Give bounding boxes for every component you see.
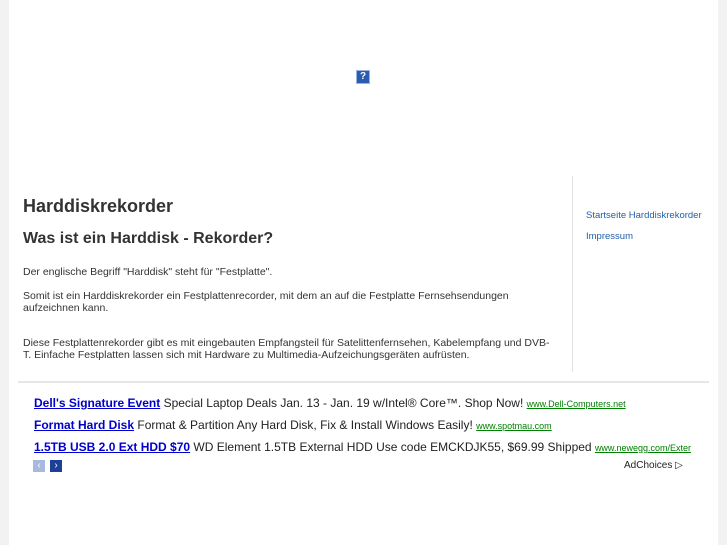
ad-title-link[interactable]: Dell's Signature Event	[34, 396, 161, 410]
ad-row	[34, 396, 626, 410]
ad-prev-button[interactable]: ‹	[33, 460, 45, 472]
page-subtitle: Was ist ein Harddisk - Rekorder?	[23, 230, 274, 247]
sidebar-link-startseite[interactable]: Startseite Harddiskrekorder	[586, 210, 702, 221]
adchoices-icon: ▷	[675, 460, 683, 471]
ad-url-link[interactable]: www.spotmau.com	[476, 421, 552, 431]
ad-text: Format & Partition Any Hard Disk, Fix & Install Windows Easily!	[137, 418, 473, 432]
ad-next-button[interactable]: ›	[50, 460, 62, 472]
adchoices-link[interactable]	[624, 460, 683, 471]
ad-separator	[18, 381, 709, 383]
adchoices-label: AdChoices	[624, 460, 673, 471]
page-container	[9, 0, 718, 545]
sidebar-link-impressum[interactable]: Impressum	[586, 231, 633, 242]
ad-row	[34, 440, 691, 454]
page-title: Harddiskrekorder	[23, 196, 174, 216]
paragraph-1: Der englische Begriff "Harddisk" steht für "Festplatte".	[23, 266, 273, 278]
ad-url-link[interactable]: www.newegg.com/Exter	[594, 443, 691, 453]
ad-text: Special Laptop Deals Jan. 13 - Jan. 19 w/Intel® Core™. Shop Now!	[163, 396, 524, 410]
column-divider	[572, 176, 573, 372]
ad-url-link[interactable]: www.Dell-Computers.net	[526, 399, 626, 409]
ad-row	[34, 418, 552, 432]
ad-title-link[interactable]: 1.5TB USB 2.0 Ext HDD $70	[34, 440, 191, 454]
paragraph-3: Diese Festplattenrekorder gibt es mit eingebauten Empfangsteil für Satelittenfernsehen, Kabelempfang und DVB-T. Einfache Festplatten lassen sich mit Hardware zu Multimedia-Aufzeichungsgeräten aufrüsten.	[23, 337, 550, 361]
question-icon[interactable]: ?	[356, 70, 370, 84]
ad-title-link[interactable]: Format Hard Disk	[34, 418, 135, 432]
paragraph-2: Somit ist ein Harddiskrekorder ein Festplattenrecorder, mit dem an auf die Festplatte Fernsehsendungen aufzeichnen kann.	[23, 290, 509, 314]
ad-text: WD Element 1.5TB External HDD Use code EMCKDJK55, $69.99 Shipped	[193, 440, 592, 454]
